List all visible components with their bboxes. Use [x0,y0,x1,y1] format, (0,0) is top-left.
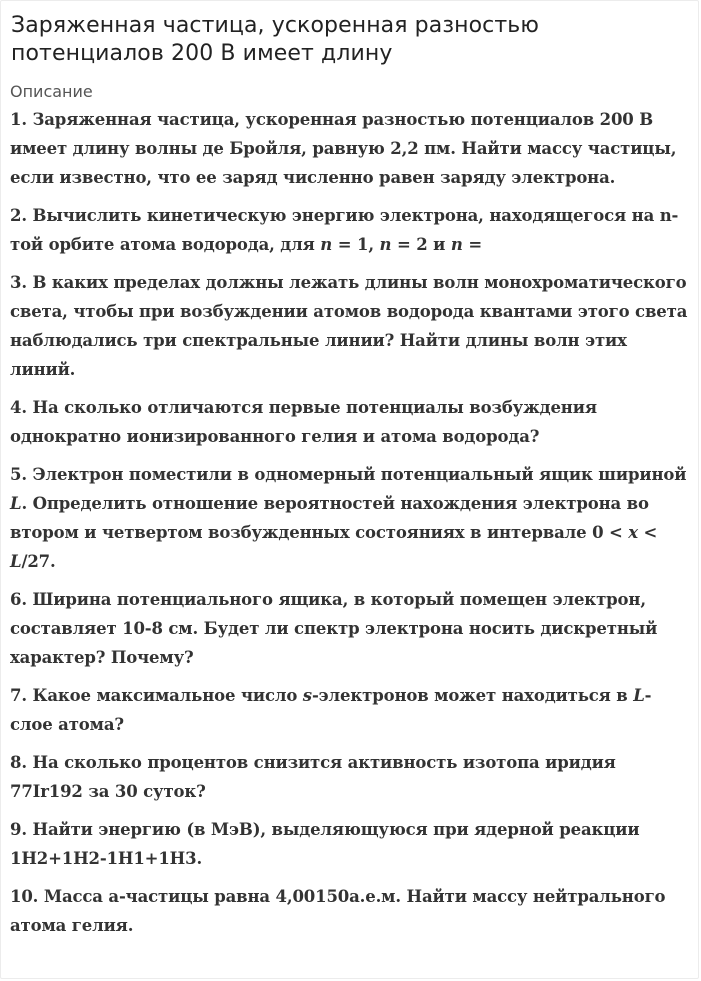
problem-text: 1. Заряженная частица, ускоренная разностью потенциалов 200 В имеет длину волны де Бройля, равную 2,2 пм. Найти массу частицы, если известно, что ее заряд численно равен заряду электрона. [10,110,677,187]
problem-variable: s [302,686,312,705]
problem-text: 9. Найти энергию (в МэВ), выделяющуюся при ядерной реакции 1H2+1H2-1H1+1H3. [10,820,640,868]
problem-text: 2. Вычислить кинетическую энергию электрона, находящегося на n-той орбите атома водорода, для [10,206,679,254]
problem-variable: L [10,494,22,513]
problem-item [10,268,690,384]
problem-list [1,105,690,940]
problem-variable: n [320,235,333,254]
problem-item [10,585,690,672]
problem-text: = [462,235,482,254]
problem-variable: L [10,552,22,571]
problem-variable: n [450,235,463,254]
problem-text: -слое атома? [10,686,652,734]
problem-text: 7. Какое максимальное число [10,686,303,705]
problem-text: 8. На сколько процентов снизится активность изотопа иридия 77Ir192 за 30 суток? [10,753,616,801]
problem-item [10,815,690,873]
problem-item [10,882,690,940]
problem-text: < [637,523,658,542]
problem-variable: n [379,235,392,254]
problem-text: 5. Электрон поместили в одномерный потенциальный ящик шириной [10,465,687,484]
problem-item [10,201,690,259]
problem-text: = 1, [332,235,380,254]
problem-text: . Определить отношение вероятностей нахождения электрона во втором и четвертом возбужденных состояниях в интервале 0 < [10,494,649,542]
problem-text: 10. Масса а-частицы равна 4,00150а.е.м. Найти массу нейтрального атома гелия. [10,887,666,935]
problem-variable: x [628,523,638,542]
problem-text: 4. На сколько отличаются первые потенциалы возбуждения однократно ионизированного гелия и атома водорода? [10,398,597,446]
problem-item [10,393,690,451]
problem-variable: L [633,686,645,705]
problem-text: 3. В каких пределах должны лежать длины волн монохроматического света, чтобы при возбуждении атомов водорода квантами этого света наблюдались три спектральные линии? Найти длины волн этих линий. [10,273,688,379]
problem-item [10,748,690,806]
description-label: Описание [10,82,93,101]
problem-item [10,460,690,576]
page-title: Заряженная частица, ускоренная разностью потенциалов 200 В имеет длину [11,13,539,66]
problem-text: /27. [21,552,56,571]
problem-text: -электронов может находиться в [311,686,634,705]
problem-item [10,105,690,192]
problem-text: = 2 и [391,235,451,254]
problem-item [10,681,690,739]
problem-text: 6. Ширина потенциального ящика, в который помещен электрон, составляет 10-8 см. Будет ли спектр электрона носить дискретный характер? Почему? [10,590,658,667]
